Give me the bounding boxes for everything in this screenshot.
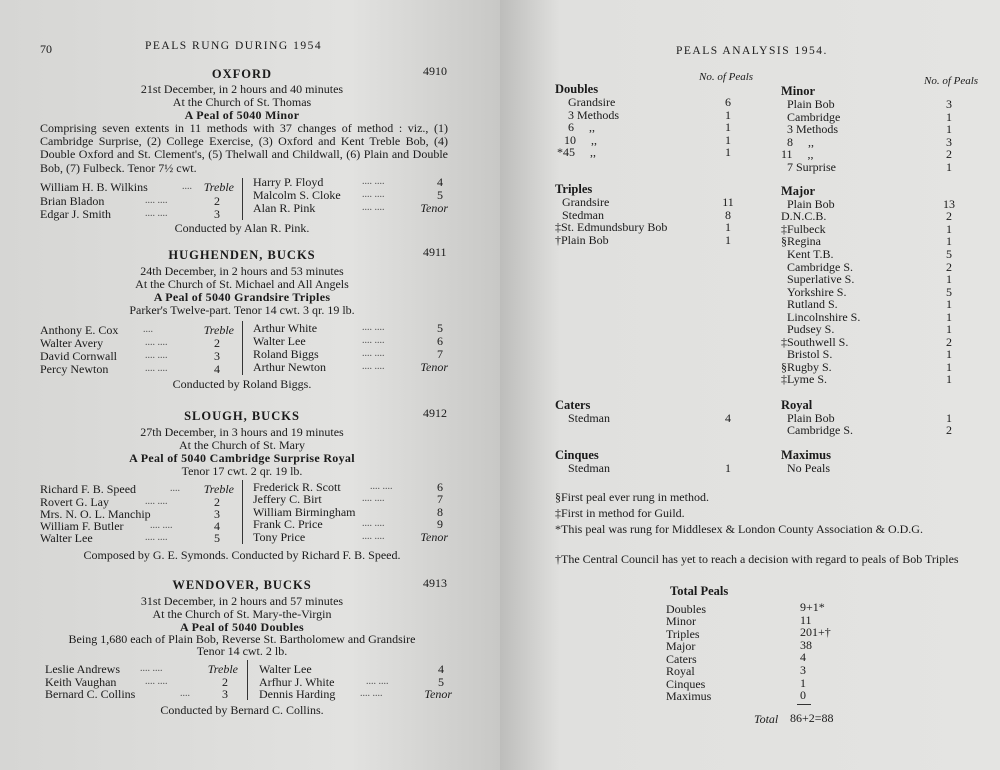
bell-number: 8: [437, 505, 443, 519]
method-name: Plain Bob: [787, 411, 835, 425]
bell-number: 4: [214, 362, 220, 376]
peal-date: 31st December, in 2 hours and 57 minutes: [140, 594, 344, 608]
leader-dots: .... ....: [362, 531, 385, 542]
leader-dots: .... ....: [370, 481, 393, 492]
leader-dots: .... ....: [362, 518, 385, 529]
ringer-name: Brian Bladon: [40, 194, 105, 208]
peal-count: 2: [946, 209, 952, 223]
ringer-name: Dennis Harding: [259, 687, 336, 701]
method-name: Cambridge S.: [787, 423, 853, 437]
ringer-name: Walter Lee: [40, 531, 93, 545]
bell-number: 3: [222, 687, 228, 701]
bell-number: 5: [214, 531, 220, 545]
peal-count: 1: [946, 347, 952, 361]
ringer-name: William F. Butler: [40, 519, 124, 533]
peal-count: 3: [946, 135, 952, 149]
method-name: Plain Bob: [787, 97, 835, 111]
footnote: §First peal ever rung in method.: [555, 490, 709, 504]
peal-number: 4913: [423, 576, 447, 590]
bell-number: 2: [214, 495, 220, 509]
leader-dots: .... ....: [362, 335, 385, 346]
peal-date: 21st December, in 2 hours and 40 minutes: [140, 82, 344, 96]
leader-dots: .... ....: [145, 532, 168, 543]
peal-count: 1: [946, 122, 952, 136]
method-name: Yorkshire S.: [787, 285, 847, 299]
method-name: Superlative S.: [787, 272, 855, 286]
bell-number: Tenor: [424, 687, 452, 701]
method-name: Cambridge S.: [787, 260, 853, 274]
column-header-left: No. of Peals: [699, 71, 754, 83]
ringer-name: Percy Newton: [40, 362, 109, 376]
group-heading: Cinques: [555, 448, 599, 462]
bell-number: 2: [214, 336, 220, 350]
method-name: Stedman: [568, 461, 610, 475]
bell-number: Treble: [203, 323, 234, 337]
group-heading: Caters: [555, 398, 591, 412]
bell-number: 2: [214, 194, 220, 208]
peal-church: At the Church of St. Mary: [179, 438, 305, 452]
method-name: D.N.C.B.: [781, 209, 827, 223]
total-label: Cinques: [666, 677, 706, 691]
peal-count: 3: [946, 97, 952, 111]
group-heading: Major: [781, 184, 816, 198]
bell-number: Tenor: [420, 360, 448, 374]
bell-number: 4: [437, 175, 443, 189]
leader-dots: ....: [170, 483, 180, 494]
method-name: 7 Surprise: [787, 160, 836, 174]
leader-dots: ....: [182, 181, 192, 192]
peal-count: 1: [946, 372, 952, 386]
ringer-name: Mrs. N. O. L. Manchip: [40, 507, 151, 521]
bell-number: Treble: [207, 662, 238, 676]
column-rule: [242, 178, 243, 220]
peal-count: 2: [946, 423, 952, 437]
peal-count: 1: [946, 160, 952, 174]
peal-count: 1: [725, 233, 731, 247]
method-name: Plain Bob: [787, 197, 835, 211]
ringer-name: Walter Avery: [40, 336, 104, 350]
bell-number: 5: [437, 188, 443, 202]
peal-count: 1: [725, 461, 731, 475]
method-name: No Peals: [787, 461, 830, 475]
method-name: Kent T.B.: [787, 247, 834, 261]
total-label: Maximus: [666, 689, 712, 703]
column-rule: [247, 660, 248, 700]
ringer-name: Alan R. Pink: [253, 201, 316, 215]
bell-number: Tenor: [420, 530, 448, 544]
ringer-name: William Birmingham: [253, 505, 356, 519]
group-heading: Minor: [781, 84, 816, 98]
peal-count: 2: [946, 147, 952, 161]
method-name: Stedman: [568, 411, 610, 425]
leader-dots: .... ....: [145, 337, 168, 348]
bell-number: 7: [437, 492, 443, 506]
peal-title: A Peal of 5040 Cambridge Surprise Royal: [129, 451, 355, 465]
peal-count: 5: [946, 285, 952, 299]
peal-count: 1: [725, 220, 731, 234]
total-label: Caters: [666, 652, 697, 666]
method-name: Stedman: [562, 208, 604, 222]
peal-count: 8: [725, 208, 731, 222]
bell-number: 5: [437, 321, 443, 335]
ringer-name: Arthur Newton: [253, 360, 326, 374]
method-name: ‡St. Edmundsbury Bob: [555, 220, 668, 234]
column-rule: [242, 321, 243, 375]
footnote: †The Central Council has yet to reach a decision with regard to peals of Bob Triples: [555, 552, 959, 566]
peal-church: At the Church of St. Michael and All Angels: [135, 277, 349, 291]
bell-number: 3: [214, 349, 220, 363]
total-value: 1: [800, 676, 806, 690]
ringer-name: Arfhur J. White: [259, 675, 335, 689]
method-name: Pudsey S.: [787, 322, 835, 336]
peal-count: 13: [943, 197, 955, 211]
column-rule: [242, 480, 243, 544]
ringer-name: Keith Vaughan: [45, 675, 117, 689]
peal-church: At the Church of St. Mary-the-Virgin: [152, 607, 332, 621]
leader-dots: .... ....: [362, 322, 385, 333]
leader-dots: .... ....: [362, 348, 385, 359]
sum-rule: [797, 704, 811, 705]
leader-dots: .... ....: [145, 208, 168, 219]
ringer-name: William H. B. Wilkins: [40, 180, 148, 194]
group-heading: Triples: [555, 182, 593, 196]
method-name: Cambridge: [787, 110, 841, 124]
peal-detail: Comprising seven extents in 11 methods with 37 changes of method : viz., (1) Cambridge Surprise, (2) College Exercise, (3) Oxford and Kent Treble Bob, (4) Double Oxford and St. Clement's, (5) Thelwall and Childwall, (6) Plain and Double Bob, (7) Fulbeck. Tenor 7½ cwt.: [40, 121, 448, 175]
method-name: §Rugby S.: [781, 360, 832, 374]
peal-count: 1: [946, 310, 952, 324]
leader-dots: .... ....: [366, 676, 389, 687]
peal-title: A Peal of 5040 Grandsire Triples: [153, 290, 331, 304]
total-value: 3: [800, 663, 806, 677]
leader-dots: .... ....: [362, 176, 385, 187]
peal-detail: Parker's Twelve-part. Tenor 14 cwt. 3 qr. 19 lb.: [129, 303, 355, 317]
total-value: 4: [800, 650, 806, 664]
method-name: §Regina: [781, 234, 821, 248]
leader-dots: .... ....: [145, 496, 168, 507]
peal-count: 5: [946, 247, 952, 261]
bell-number: 6: [437, 334, 443, 348]
peal-count: 1: [946, 222, 952, 236]
method-name: 10 ,,: [564, 133, 597, 147]
method-name: †Plain Bob: [555, 233, 609, 247]
total-value: 11: [800, 613, 812, 627]
method-name: 11 ,,: [781, 147, 814, 161]
bell-number: 7: [437, 347, 443, 361]
bell-number: Tenor: [420, 201, 448, 215]
peal-count: 1: [946, 110, 952, 124]
ringer-name: Malcolm S. Cloke: [253, 188, 341, 202]
ringer-name: Frederick R. Scott: [253, 480, 341, 494]
peal-number: 4911: [423, 245, 447, 259]
column-header-right: No. of Peals: [924, 75, 979, 87]
running-head: PEALS ANALYSIS 1954.: [676, 45, 828, 57]
peal-count: 2: [946, 260, 952, 274]
leader-dots: .... ....: [145, 676, 168, 687]
leader-dots: .... ....: [145, 195, 168, 206]
leader-dots: ....: [180, 688, 190, 699]
ringer-name: Jeffery C. Birt: [253, 492, 322, 506]
peal-count: 1: [725, 120, 731, 134]
footnote: ‡First in method for Guild.: [555, 506, 685, 520]
peal-title: A Peal of 5040 Minor: [184, 108, 300, 122]
ringer-name: Tony Price: [253, 530, 306, 544]
method-name: Bristol S.: [787, 347, 833, 361]
bell-number: 4: [214, 519, 220, 533]
peal-number: 4912: [423, 406, 447, 420]
bell-number: 6: [437, 480, 443, 494]
total-label: Doubles: [666, 602, 706, 616]
conducted-by: Conducted by Alan R. Pink.: [174, 221, 310, 235]
peal-church: At the Church of St. Thomas: [172, 95, 312, 109]
grand-total-label: Total: [754, 712, 779, 726]
leader-dots: ....: [143, 324, 153, 335]
ringer-name: Arthur White: [253, 321, 318, 335]
method-name: 6 ,,: [568, 120, 595, 134]
bell-number: 2: [222, 675, 228, 689]
peal-count: 1: [946, 272, 952, 286]
method-name: ‡Lyme S.: [781, 372, 828, 386]
ringer-name: Leslie Andrews: [45, 662, 120, 676]
bell-number: 5: [438, 675, 444, 689]
method-name: Rutland S.: [787, 297, 838, 311]
leader-dots: .... ....: [362, 202, 385, 213]
method-name: 3 Methods: [787, 122, 838, 136]
peal-detail: Being 1,680 each of Plain Bob, Reverse St. Bartholomew and Grandsire: [68, 632, 416, 646]
total-label: Royal: [666, 664, 695, 678]
bell-number: 4: [438, 662, 444, 676]
leader-dots: .... ....: [140, 663, 163, 674]
grand-total-value: 86+2=88: [790, 711, 834, 725]
running-head: PEALS RUNG DURING 1954: [145, 40, 323, 52]
method-name: ‡Fulbeck: [781, 222, 826, 236]
group-heading: Royal: [781, 398, 813, 412]
peal-place: OXFORD: [211, 67, 273, 81]
conducted-by: Conducted by Bernard C. Collins.: [160, 703, 324, 717]
leader-dots: .... ....: [362, 493, 385, 504]
bell-number: Treble: [203, 482, 234, 496]
leader-dots: .... ....: [145, 363, 168, 374]
leader-dots: .... ....: [362, 361, 385, 372]
ringer-name: Bernard C. Collins: [45, 687, 136, 701]
peal-number: 4910: [423, 64, 447, 78]
method-name: 3 Methods: [568, 108, 619, 122]
right-page: [500, 0, 1000, 770]
totals-heading: Total Peals: [670, 584, 729, 598]
method-name: Grandsire: [568, 95, 616, 109]
conducted-by: Composed by G. E. Symonds. Conducted by Richard F. B. Speed.: [83, 548, 401, 562]
peal-count: 1: [946, 234, 952, 248]
total-value: 201+†: [800, 625, 831, 639]
peal-count: 2: [946, 335, 952, 349]
leader-dots: .... ....: [150, 520, 173, 531]
bell-number: 3: [214, 207, 220, 221]
peal-count: 1: [725, 133, 731, 147]
peal-count: 1: [725, 145, 731, 159]
bell-number: 9: [437, 517, 443, 531]
peal-detail: Tenor 17 cwt. 2 qr. 19 lb.: [181, 464, 303, 478]
total-label: Minor: [666, 614, 696, 628]
ringer-name: Edgar J. Smith: [40, 207, 111, 221]
ringer-name: David Cornwall: [40, 349, 117, 363]
peal-place: HUGHENDEN, BUCKS: [168, 248, 316, 262]
total-value: 9+1*: [800, 600, 825, 614]
peal-date: 27th December, in 3 hours and 19 minutes: [140, 425, 344, 439]
total-value: 0: [800, 688, 806, 702]
method-name: Lincolnshire S.: [787, 310, 861, 324]
conducted-by: Conducted by Roland Biggs.: [172, 377, 312, 391]
method-name: 8 ,,: [787, 135, 814, 149]
peal-count: 1: [946, 322, 952, 336]
bell-number: 3: [214, 507, 220, 521]
peal-title: A Peal of 5040 Doubles: [180, 620, 304, 634]
method-name: Grandsire: [562, 195, 610, 209]
peal-count: 6: [725, 95, 731, 109]
peal-count: 11: [722, 195, 734, 209]
ringer-name: Walter Lee: [259, 662, 312, 676]
method-name: ‡Southwell S.: [781, 335, 849, 349]
peal-count: 1: [946, 360, 952, 374]
ringer-name: Anthony E. Cox: [40, 323, 119, 337]
peal-count: 1: [946, 297, 952, 311]
ringer-name: Rovert G. Lay: [40, 495, 109, 509]
total-label: Major: [666, 639, 696, 653]
leader-dots: .... ....: [360, 688, 383, 699]
group-heading: Doubles: [555, 82, 599, 96]
method-name: *45 ,,: [557, 145, 596, 159]
bell-number: Treble: [203, 180, 234, 194]
ringer-name: Richard F. B. Speed: [40, 482, 137, 496]
ringer-name: Roland Biggs: [253, 347, 319, 361]
group-heading: Maximus: [781, 448, 831, 462]
ringer-name: Walter Lee: [253, 334, 306, 348]
peal-count: 4: [725, 411, 731, 425]
page-number: 70: [40, 42, 52, 56]
peal-count: 1: [946, 411, 952, 425]
total-value: 38: [800, 638, 812, 652]
leader-dots: .... ....: [362, 189, 385, 200]
peal-date: 24th December, in 2 hours and 53 minutes: [140, 264, 344, 278]
ringer-name: Harry P. Floyd: [253, 175, 324, 189]
peal-place: SLOUGH, BUCKS: [184, 409, 300, 423]
peal-tenor: Tenor 14 cwt. 2 lb.: [196, 644, 288, 658]
total-label: Triples: [666, 627, 700, 641]
peal-place: WENDOVER, BUCKS: [172, 578, 312, 592]
ringer-name: Frank C. Price: [253, 517, 323, 531]
footnote: *This peal was rung for Middlesex & London County Association & O.D.G.: [555, 522, 923, 536]
peal-count: 1: [725, 108, 731, 122]
leader-dots: .... ....: [145, 350, 168, 361]
